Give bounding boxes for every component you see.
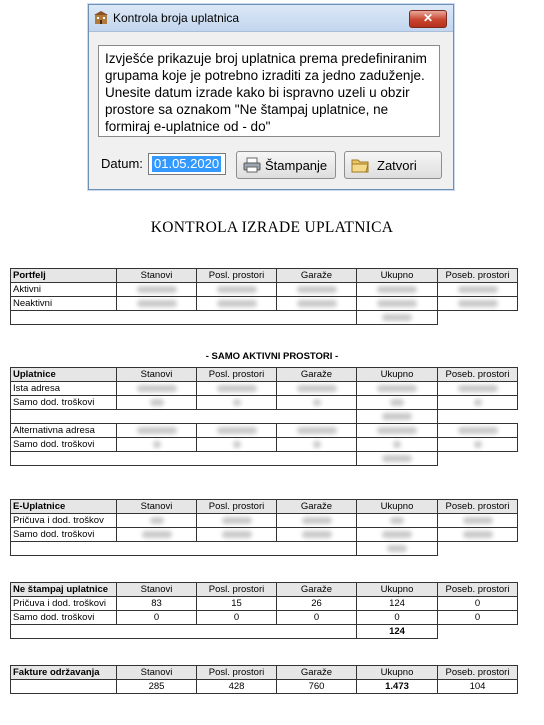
portfelj-table (10, 268, 518, 325)
row-label: Pričuva i dod. troškov (11, 514, 117, 528)
col-garaze: Garaže (277, 583, 357, 597)
active-note: - SAMO AKTIVNI PROSTORI - (205, 351, 339, 362)
table-row (11, 514, 518, 528)
table-row (11, 597, 518, 611)
col-stanovi: Stanovi (117, 583, 197, 597)
total-row (11, 625, 518, 639)
total-row (11, 452, 518, 466)
col-ukupno: Ukupno (357, 269, 438, 283)
datum-label: Datum: (101, 156, 143, 171)
row-label: Aktivni (11, 283, 117, 297)
col-stanovi: Stanovi (117, 269, 197, 283)
table-header-row (11, 583, 518, 597)
row-label: Samo dod. troškovi (11, 528, 117, 542)
cell-posl-prostori: 15 (197, 597, 277, 611)
building-icon (94, 11, 108, 24)
col-stanovi: Stanovi (117, 368, 197, 382)
cell-stanovi: 83 (117, 597, 197, 611)
row-label: Alternativna adresa (11, 424, 117, 438)
table-row (11, 283, 518, 297)
col-posl-prostori: Posl. prostori (197, 269, 277, 283)
cell-ukupno: 124 (357, 597, 438, 611)
row-label: Neaktivni (11, 297, 117, 311)
col-poseb-prostori: Poseb. prostori (438, 368, 518, 382)
cell-posl-prostori: 428 (197, 680, 277, 694)
table-row (11, 438, 518, 452)
print-button[interactable] (236, 151, 336, 179)
row-label: Samo dod. troškovi (11, 438, 117, 452)
col-garaze: Garaže (277, 500, 357, 514)
table-row (11, 424, 518, 438)
col-ukupno: Ukupno (357, 368, 438, 382)
dialog-titlebar[interactable] (89, 5, 453, 32)
euplatnice-table (10, 499, 518, 556)
total-row (11, 542, 518, 556)
col-ukupno: Ukupno (357, 583, 438, 597)
cell-poseb-prostori: 0 (438, 611, 518, 625)
cell-poseb-prostori: 0 (438, 597, 518, 611)
table-header-row (11, 500, 518, 514)
total-row (11, 311, 518, 325)
table-row (11, 382, 518, 396)
print-button-label: Štampanje (265, 158, 328, 173)
cell-garaze: 0 (277, 611, 357, 625)
col-ukupno: Ukupno (357, 500, 438, 514)
table-header-row (11, 368, 518, 382)
table-row (11, 528, 518, 542)
table-row (11, 396, 518, 410)
col-garaze: Garaže (277, 368, 357, 382)
row-label: Samo dod. troškovi (11, 611, 117, 625)
nestampaj-table (10, 582, 518, 639)
col-ukupno: Ukupno (357, 666, 438, 680)
close-icon[interactable]: ✕ (409, 10, 447, 28)
total-value: 124 (357, 625, 438, 639)
col-posl-prostori: Posl. prostori (197, 500, 277, 514)
folder-icon (351, 157, 369, 173)
uplatnice-header: Uplatnice (11, 368, 117, 382)
info-message: Izvješće prikazuje broj uplatnica prema predefiniranim grupama koje je potrebno izraditi za jedno zaduženje. Unesite datum izrade kako bi ispravno uzeli u obzir prostore sa oznakom "Ne štampaj uplatnice, ne formiraj e-uplatnice od - do" (98, 45, 440, 137)
col-stanovi: Stanovi (117, 500, 197, 514)
col-stanovi: Stanovi (117, 666, 197, 680)
dialog-title: Kontrola broja uplatnica (113, 11, 240, 25)
fakture-table (10, 665, 518, 694)
uplatnice-table (10, 367, 518, 466)
printer-icon (243, 157, 261, 173)
close-button[interactable] (344, 151, 442, 179)
row-label: Ista adresa (11, 382, 117, 396)
table-row (11, 297, 518, 311)
cell-ukupno: 0 (357, 611, 438, 625)
col-posl-prostori: Posl. prostori (197, 666, 277, 680)
col-poseb-prostori: Poseb. prostori (438, 583, 518, 597)
table-header-row (11, 269, 518, 283)
col-posl-prostori: Posl. prostori (197, 583, 277, 597)
cell-garaze: 26 (277, 597, 357, 611)
col-posl-prostori: Posl. prostori (197, 368, 277, 382)
portfelj-header: Portfelj (11, 269, 117, 283)
subtotal-row (11, 410, 518, 424)
table-row (11, 611, 518, 625)
fakture-header: Fakture održavanja (11, 666, 117, 680)
date-value: 01.05.2020 (154, 156, 220, 171)
cell-garaze: 760 (277, 680, 357, 694)
col-poseb-prostori: Poseb. prostori (438, 666, 518, 680)
col-garaze: Garaže (277, 269, 357, 283)
nestampaj-header: Ne štampaj uplatnice (11, 583, 117, 597)
cell-ukupno: 1.473 (357, 680, 438, 694)
row-label: Pričuva i dod. troškovi (11, 597, 117, 611)
col-garaze: Garaže (277, 666, 357, 680)
euplatnice-header: E-Uplatnice (11, 500, 117, 514)
col-poseb-prostori: Poseb. prostori (438, 269, 518, 283)
date-input[interactable] (148, 153, 226, 175)
report-title: KONTROLA IZRADE UPLATNICA (150, 219, 394, 236)
table-row (11, 680, 518, 694)
table-header-row (11, 666, 518, 680)
cell-poseb-prostori: 104 (438, 680, 518, 694)
col-poseb-prostori: Poseb. prostori (438, 500, 518, 514)
cell-stanovi: 0 (117, 611, 197, 625)
dialog-window (88, 4, 454, 190)
cell-posl-prostori: 0 (197, 611, 277, 625)
close-button-label: Zatvori (377, 158, 417, 173)
cell-stanovi: 285 (117, 680, 197, 694)
row-label: Samo dod. troškovi (11, 396, 117, 410)
